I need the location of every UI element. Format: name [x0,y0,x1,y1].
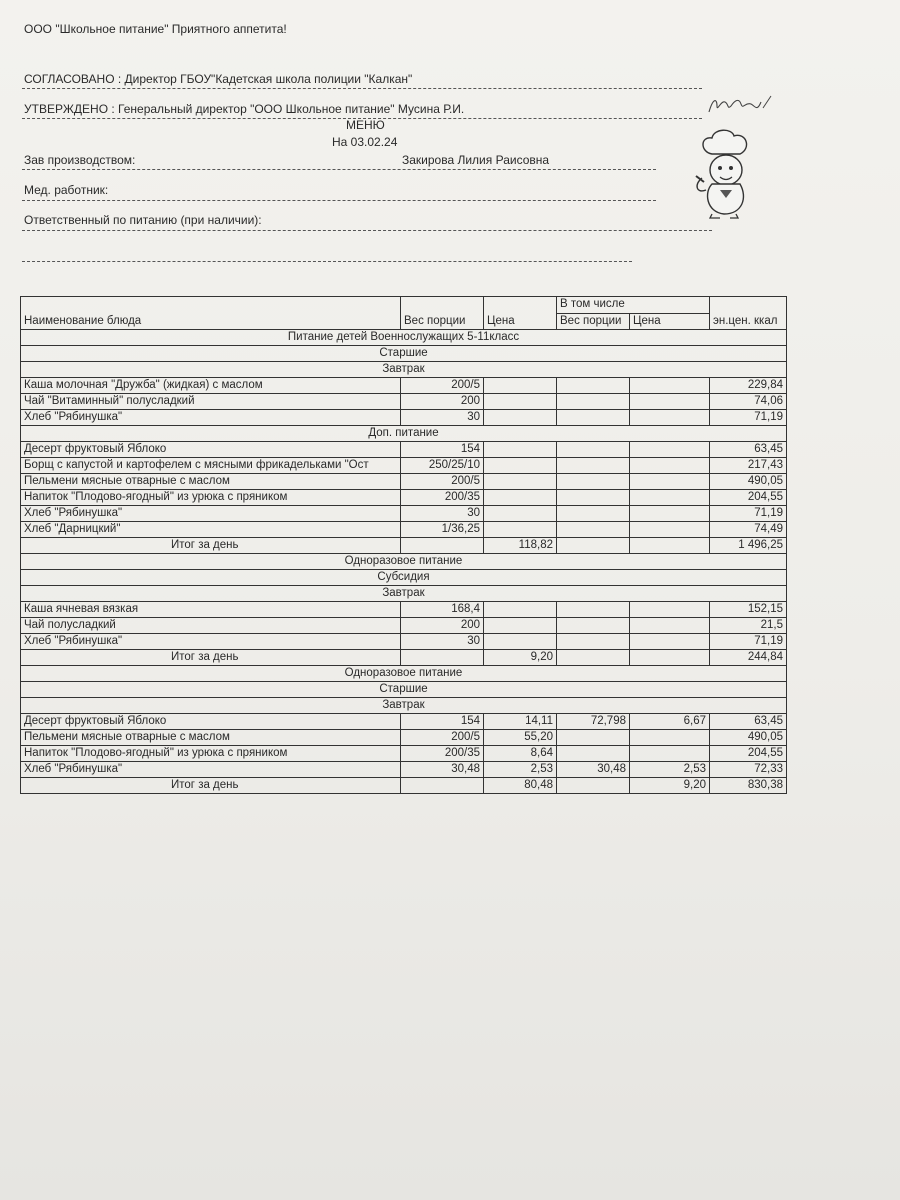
included-price: 9,20 [630,778,710,794]
price: 80,48 [484,778,557,794]
company-line: ООО "Школьное питание" Приятного аппетита! [24,22,287,36]
included-price [630,474,710,490]
energy-kcal: 204,55 [710,490,787,506]
table-row [21,730,787,746]
price: 2,53 [484,762,557,778]
included-price [630,538,710,554]
energy-kcal: 830,38 [710,778,787,794]
energy-kcal: 71,19 [710,634,787,650]
included-weight [557,394,630,410]
portion-weight: 200 [401,394,484,410]
handwritten-signature [705,92,775,118]
section-row [21,346,787,362]
dish-name: Десерт фруктовый Яблоко [21,442,401,458]
dish-name: Хлеб "Рябинушка" [21,410,401,426]
table-row [21,762,787,778]
price [484,442,557,458]
dish-name: Борщ с капустой и картофелем с мясными фрикадельками "Ост [21,458,401,474]
chef-mascot-icon [690,128,760,220]
included-weight: 72,798 [557,714,630,730]
responsible-label: Ответственный по питанию (при наличии): [24,213,262,227]
table-row [21,490,787,506]
portion-weight: 154 [401,714,484,730]
agreed-line: СОГЛАСОВАНО : Директор ГБОУ"Кадетская школа полиции "Калкан" [24,72,413,86]
price: 55,20 [484,730,557,746]
price [484,522,557,538]
price [484,458,557,474]
total-row [21,538,787,554]
portion-weight: 200/5 [401,730,484,746]
energy-kcal: 244,84 [710,650,787,666]
menu-title: МЕНЮ [346,118,385,132]
portion-weight [401,778,484,794]
included-price [630,458,710,474]
col-name-header: Наименование блюда [21,297,401,330]
section-title: Старшие [21,682,787,698]
portion-weight: 168,4 [401,602,484,618]
price [484,602,557,618]
dish-name: Каша молочная "Дружба" (жидкая) с маслом [21,378,401,394]
dish-name: Пельмени мясные отварные с маслом [21,474,401,490]
included-weight [557,778,630,794]
table-row [21,634,787,650]
included-price [630,442,710,458]
included-weight [557,506,630,522]
included-weight [557,410,630,426]
price [484,410,557,426]
portion-weight: 200/35 [401,746,484,762]
col-weight-header: Вес порции [401,297,484,330]
included-price [630,602,710,618]
table-row [21,378,787,394]
dish-name: Итог за день [21,778,401,794]
dish-name: Хлеб "Дарницкий" [21,522,401,538]
dish-name: Итог за день [21,538,401,554]
table-row [21,602,787,618]
section-title: Завтрак [21,586,787,602]
divider [22,200,656,201]
table-row [21,410,787,426]
energy-kcal: 152,15 [710,602,787,618]
included-price [630,410,710,426]
portion-weight: 200 [401,618,484,634]
energy-kcal: 74,49 [710,522,787,538]
table-row [21,618,787,634]
divider [22,88,702,89]
section-title: Завтрак [21,698,787,714]
included-weight [557,490,630,506]
portion-weight: 30 [401,634,484,650]
col-price-header: Цена [484,297,557,330]
included-weight [557,474,630,490]
col-incl-weight-header: Вес порции [557,313,630,330]
menu-date: На 03.02.24 [332,135,398,149]
included-weight [557,730,630,746]
included-price [630,378,710,394]
col-energy-header: эн.цен. ккал [710,297,787,330]
energy-kcal: 71,19 [710,506,787,522]
section-row [21,554,787,570]
total-row [21,778,787,794]
table-row [21,522,787,538]
price [484,394,557,410]
included-weight [557,634,630,650]
price: 14,11 [484,714,557,730]
energy-kcal: 490,05 [710,730,787,746]
energy-kcal: 63,45 [710,442,787,458]
portion-weight: 30 [401,410,484,426]
portion-weight: 200/5 [401,378,484,394]
portion-weight [401,538,484,554]
price [484,506,557,522]
included-price [630,522,710,538]
table-row [21,394,787,410]
divider [22,261,632,262]
section-title: Питание детей Военнослужащих 5-11класс [21,330,787,346]
energy-kcal: 71,19 [710,410,787,426]
energy-kcal: 21,5 [710,618,787,634]
energy-kcal: 63,45 [710,714,787,730]
price [484,474,557,490]
section-row [21,362,787,378]
approved-line: УТВЕРЖДЕНО : Генеральный директор "ООО Школьное питание" Мусина Р.И. [24,102,465,116]
dish-name: Итог за день [21,650,401,666]
portion-weight: 30 [401,506,484,522]
dish-name: Чай "Витаминный" полусладкий [21,394,401,410]
included-price [630,490,710,506]
price [484,634,557,650]
col-incl-price-header: Цена [630,313,710,330]
included-price [630,634,710,650]
divider [22,230,712,231]
portion-weight: 250/25/10 [401,458,484,474]
section-row [21,586,787,602]
table-row [21,442,787,458]
included-price: 2,53 [630,762,710,778]
table-header-row [21,297,787,314]
section-title: Одноразовое питание [21,666,787,682]
table-row [21,474,787,490]
portion-weight: 1/36,25 [401,522,484,538]
menu-table [20,296,787,794]
dish-name: Напиток "Плодово-ягодный" из урюка с пряником [21,746,401,762]
energy-kcal: 1 496,25 [710,538,787,554]
dish-name: Хлеб "Рябинушка" [21,506,401,522]
included-weight [557,522,630,538]
table-row [21,714,787,730]
dish-name: Чай полусладкий [21,618,401,634]
price [484,490,557,506]
section-title: Завтрак [21,362,787,378]
divider [22,169,656,170]
included-weight [557,602,630,618]
price: 118,82 [484,538,557,554]
included-weight [557,746,630,762]
medic-label: Мед. работник: [24,183,109,197]
included-price [630,730,710,746]
section-row [21,698,787,714]
energy-kcal: 74,06 [710,394,787,410]
price [484,618,557,634]
energy-kcal: 490,05 [710,474,787,490]
section-title: Старшие [21,346,787,362]
section-row [21,666,787,682]
section-row [21,426,787,442]
dish-name: Хлеб "Рябинушка" [21,762,401,778]
section-title: Одноразовое питание [21,554,787,570]
portion-weight: 200/35 [401,490,484,506]
section-title: Доп. питание [21,426,787,442]
included-weight [557,538,630,554]
price: 9,20 [484,650,557,666]
dish-name: Десерт фруктовый Яблоко [21,714,401,730]
included-price: 6,67 [630,714,710,730]
production-name: Закирова Лилия Раисовна [402,153,550,167]
portion-weight [401,650,484,666]
included-price [630,618,710,634]
dish-name: Хлеб "Рябинушка" [21,634,401,650]
included-price [630,394,710,410]
included-price [630,650,710,666]
section-row [21,682,787,698]
included-weight: 30,48 [557,762,630,778]
dish-name: Напиток "Плодово-ягодный" из урюка с пряником [21,490,401,506]
section-row [21,330,787,346]
energy-kcal: 204,55 [710,746,787,762]
table-row [21,506,787,522]
dish-name: Каша ячневая вязкая [21,602,401,618]
included-weight [557,378,630,394]
table-row [21,458,787,474]
price [484,378,557,394]
energy-kcal: 72,33 [710,762,787,778]
price: 8,64 [484,746,557,762]
included-price [630,746,710,762]
included-weight [557,442,630,458]
energy-kcal: 217,43 [710,458,787,474]
table-row [21,746,787,762]
section-row [21,570,787,586]
portion-weight: 30,48 [401,762,484,778]
col-incl-header: В том числе [557,297,710,314]
portion-weight: 154 [401,442,484,458]
included-weight [557,650,630,666]
included-weight [557,458,630,474]
total-row [21,650,787,666]
included-price [630,506,710,522]
included-weight [557,618,630,634]
portion-weight: 200/5 [401,474,484,490]
section-title: Субсидия [21,570,787,586]
energy-kcal: 229,84 [710,378,787,394]
production-label: Зав производством: [24,153,136,167]
dish-name: Пельмени мясные отварные с маслом [21,730,401,746]
